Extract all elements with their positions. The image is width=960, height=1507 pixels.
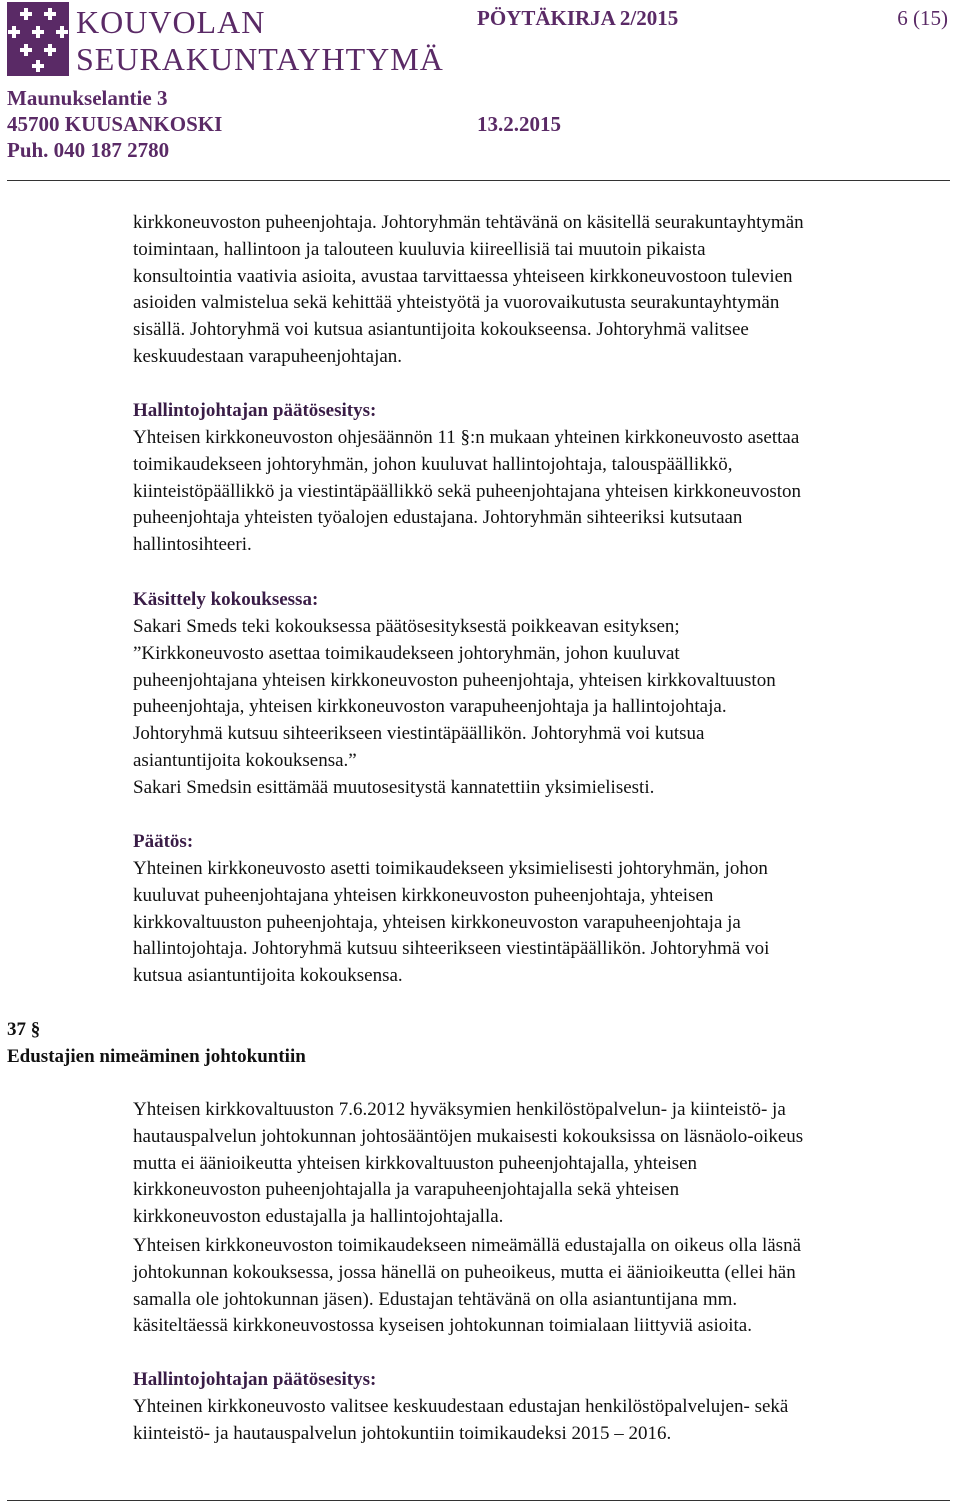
- proposal-text: Yhteisen kirkkoneuvoston ohjesäännön 11 §:n mukaan yhteinen kirkkoneuvosto asettaa toimikaudekseen johtoryhmän, johon kuuluvat hallintojohtaja, talouspäällikkö, kiinteistöpäällikkö ja viestintäpäällikkö sekä puheenjohtajana yhteisen kirkkoneuvoston puheenjohtaja yhteisten työalojen edustajana. Johtoryhmän sihteeriksi kutsutaan hallintosihteeri.: [133, 427, 802, 556]
- footer-divider: [7, 1500, 950, 1501]
- section-title: Edustajien nimeäminen johtokuntiin: [7, 1046, 306, 1067]
- org-name-line1: KOUVOLAN: [76, 4, 266, 40]
- section-proposal-text: Yhteinen kirkkoneuvosto valitsee keskuudestaan edustajan henkilöstöpalvelujen- sekä kiinteistö- ja hautauspalvelun johtokuntiin toimikaudeksi 2015 – 2016.: [133, 1396, 789, 1444]
- intro-paragraph: kirkkoneuvoston puheenjohtaja. Johtoryhmän tehtävänä on käsitellä seurakuntayhtymän toimintaan, hallintoon ja talouteen kuuluvia kiireellisiä tai muutoin pikaista konsultointia vaativia asioita, avustaa tarvittaessa yhteiseen kirkkoneuvostoon tulevien asioiden valmistelua sekä kehittää yhteistyötä ja vuorovaikutusta seurakuntayhtymän sisällä. Johtoryhmä voi kutsua asiantuntijoita kokoukseensa. Johtoryhmä valitsee keskuudestaan varapuheenjohtajan.: [133, 212, 804, 367]
- section-text-1: Yhteisen kirkkovaltuuston 7.6.2012 hyväksymien henkilöstöpalvelun- ja kiinteistö- ja hautauspalvelun johtokunnan johtosääntöjen mukaisesti kokouksissa on läsnäolo-oikeus mutta ei äänioikeutta yhteisen kirkkovaltuuston puheenjohtajalla, yhteisen kirkkoneuvoston puheenjohtajalla ja varapuheenjohtajalla sekä yhteisen kirkkoneuvoston edustajalla ja hallintojohtajalla.: [133, 1099, 804, 1228]
- section-number: 37 §: [7, 1019, 41, 1040]
- address-street: Maunukselantie 3: [7, 86, 168, 110]
- document-date: 13.2.2015: [477, 112, 561, 136]
- proposal-heading: Hallintojohtajan päätösesitys:: [133, 400, 377, 421]
- org-name-line2: SEURAKUNTAYHTYMÄ: [76, 41, 444, 77]
- document-title: PÖYTÄKIRJA 2/2015: [477, 6, 679, 30]
- decision-heading: Päätös:: [133, 831, 194, 852]
- logo-emblem: [7, 2, 69, 76]
- page-number: 6 (15): [897, 6, 948, 30]
- handling-heading: Käsittely kokouksessa:: [133, 589, 319, 610]
- handling-text: Sakari Smeds teki kokouksessa päätösesityksestä poikkeavan esityksen; ”Kirkkoneuvosto asettaa toimikaudekseen johtoryhmän, johon kuuluvat puheenjohtajana yhteisen kirkkoneuvoston puheenjohtaja, yhteisen kirkkovaltuuston puheenjohtaja, yhteisen kirkkoneuvoston varapuheenjohtaja ja hallintojohtaja. Johtoryhmä kutsuu sihteerikseen viestintäpäällikön. Johtoryhmä voi kutsua asiantuntijoita kokouksensa.” Sakari Smedsin esittämää muutosesitystä kannatettiin yksimielisesti.: [133, 616, 776, 798]
- section-proposal-heading: Hallintojohtajan päätösesitys:: [133, 1369, 377, 1390]
- address-postal: 45700 KUUSANKOSKI: [7, 112, 223, 136]
- crosses-icon: [7, 2, 69, 76]
- section-text-2: Yhteisen kirkkoneuvoston toimikaudekseen nimeämällä edustajalla on oikeus olla läsnä johtokunnan kokouksessa, jossa hänellä on puheoikeus, mutta ei äänioikeutta (ellei hän samalla ole johtokunnan jäsen). Edustajan tehtävänä on olla asiantuntijana mm. käsiteltäessä kirkkoneuvostossa kyseisen johtokunnan toimialaan liittyviä asioita.: [133, 1235, 801, 1337]
- header-divider: [7, 180, 950, 181]
- decision-text: Yhteinen kirkkoneuvosto asetti toimikaudekseen yksimielisesti johtoryhmän, johon kuuluvat puheenjohtajana yhteisen kirkkoneuvoston puheenjohtaja, yhteisen kirkkovaltuuston puheenjohtaja, yhteisen kirkkoneuvoston varapuheenjohtaja ja hallintojohtaja. Johtoryhmä kutsuu sihteerikseen viestintäpäällikön. Johtoryhmä voi kutsua asiantuntijoita kokouksensa.: [133, 858, 770, 987]
- phone-number: Puh. 040 187 2780: [7, 138, 170, 162]
